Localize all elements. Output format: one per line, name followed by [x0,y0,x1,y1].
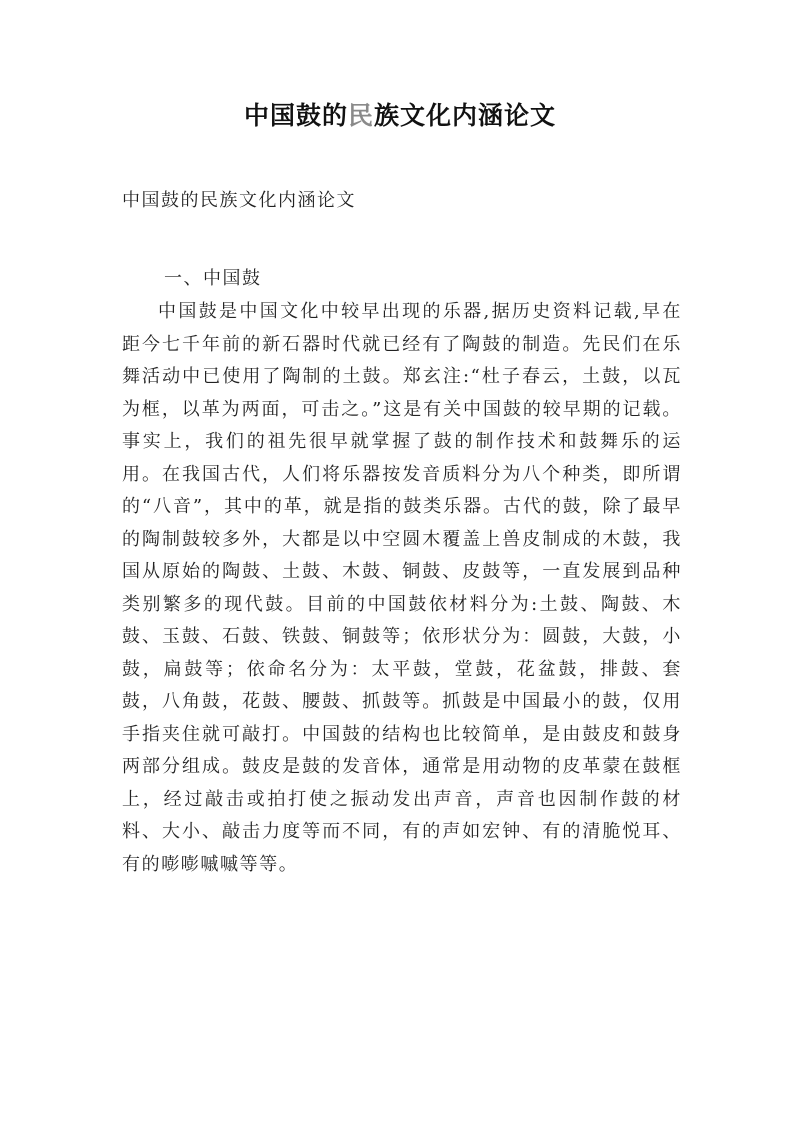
title-part-2: 族文化内涵论文 [374,101,557,130]
section-heading: 一、中国鼓 [164,268,262,289]
document-subtitle: 中国鼓的民族文化内涵论文 [122,190,356,211]
title-part-1: 中国鼓的 [243,101,348,130]
page-title [0,96,800,132]
body-paragraph: 中国鼓是中国文化中较早出现的乐器,据历史资料记载,早在距今七千年前的新石器时代就已经有了陶鼓的制造。先民们在乐舞活动中已使用了陶制的土鼓。郑玄注:“杜子春云，土鼓，以瓦为框，以革为两面，可击之。”这是有关中国鼓的较早期的记载。事实上，我们的祖先很早就掌握了鼓的制作技术和鼓舞乐的运用。在我国古代，人们将乐器按发音质料分为八个种类，即所谓的“八音”，其中的革，就是指的鼓类乐器。古代的鼓，除了最早的陶制鼓较多外，大都是以中空圆木覆盖上兽皮制成的木鼓，我国从原始的陶鼓、土鼓、木鼓、铜鼓、皮鼓等，一直发展到品种类别繁多的现代鼓。目前的中国鼓依材料分为:土鼓、陶鼓、木鼓、玉鼓、石鼓、铁鼓、铜鼓等；依形状分为：圆鼓，大鼓，小鼓，扁鼓等；依命名分为：太平鼓，堂鼓，花盆鼓，排鼓、套鼓，八角鼓，花鼓、腰鼓、抓鼓等。抓鼓是中国最小的鼓，仅用手指夹住就可敲打。中国鼓的结构也比较简单，是由鼓皮和鼓身两部分组成。鼓皮是鼓的发音体，通常是用动物的皮革蒙在鼓框上，经过敲击或拍打使之振动发出声音，声音也因制作鼓的材料、大小、敲击力度等而不同，有的声如宏钟、有的清脆悦耳、有的嘭嘭嘁嘁等等。 [122,301,682,875]
title-highlight: 民 [347,101,374,130]
